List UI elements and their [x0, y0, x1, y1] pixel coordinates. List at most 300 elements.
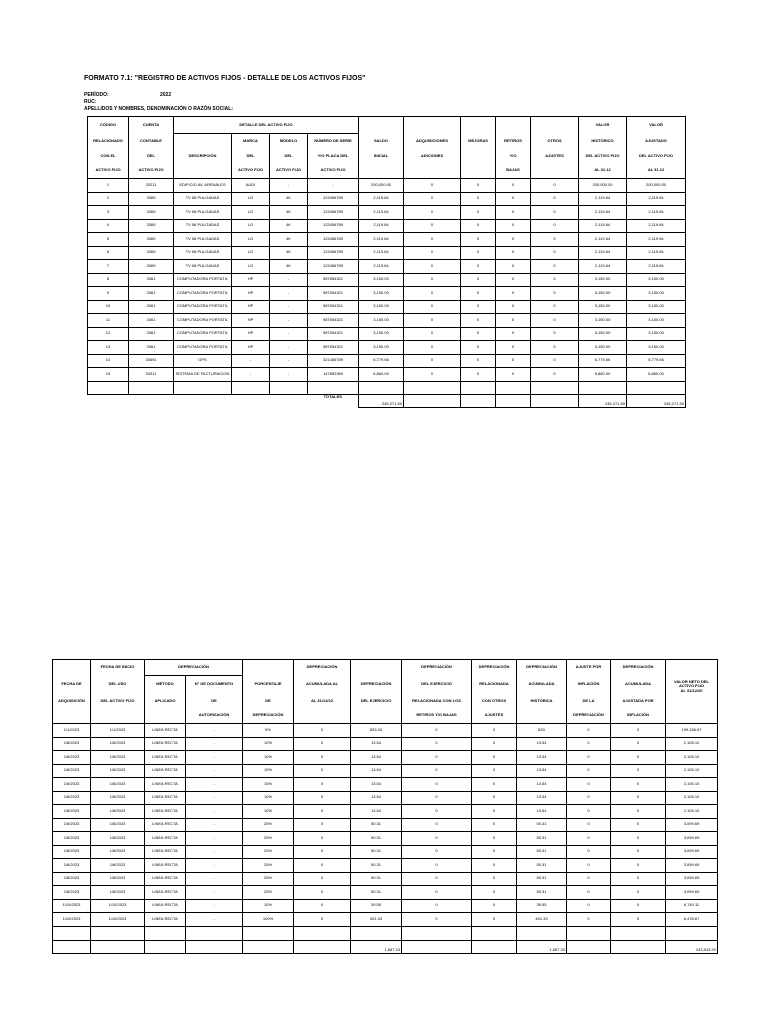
table-cell: 123456789	[308, 260, 359, 274]
table-cell: 3,150.00	[627, 314, 686, 328]
table-row	[88, 192, 686, 206]
table-cell: 14	[88, 354, 129, 368]
table-row	[53, 913, 718, 927]
table-cell: 12	[88, 327, 129, 341]
table-cell: 100%	[243, 913, 294, 927]
table1-header: CÓDIGO CUENTA DETALLE DEL ACTIVO FIJO VALOR VALOR RELACIONADO CONTABLE MARCA MODELO NÚMERO DE SERIE SALDO ADQUISICIONES MEJORAS RETIROS OTROS HISTÓRICO AJUSTADO CON EL DEL DESCRIPCIÓN DEL DEL Y/O PLACA DEL INICIAL ADICIONES Y/O AJUSTES DEL ACTIVO FIJO DEL ACTIVO FIJO ACTIVO FIJO ACTIVO FIJO ACTIVO FIJO ACTIVO FIJO ACTIVO FIJO BAJAS AL 31.12 AL 31.12	[88, 117, 686, 179]
table-cell: 0	[611, 778, 666, 792]
table-cell: 0	[404, 368, 461, 382]
table-cell: 10%	[243, 899, 294, 913]
table-cell: 0	[461, 314, 496, 328]
table-cell: 0	[402, 913, 472, 927]
table-cell: LINEA RECTA	[145, 845, 186, 859]
table-cell: 2,119.64	[627, 246, 686, 260]
table-cell: -	[270, 300, 308, 314]
header-detalle: DETALLE DEL ACTIVO FIJO	[174, 117, 359, 134]
table-cell: -	[270, 327, 308, 341]
table-cell: 0	[496, 327, 531, 341]
table-cell: 25%	[243, 886, 294, 900]
table-cell: 0	[611, 724, 666, 738]
table-row	[53, 859, 718, 873]
table-cell: 987654321	[308, 273, 359, 287]
table-cell: 1/8/2023	[91, 832, 145, 846]
table-cell: 0	[496, 206, 531, 220]
table-cell: 4K	[270, 206, 308, 220]
table-cell: 25%	[243, 872, 294, 886]
table-cell: -	[270, 368, 308, 382]
table2-body	[53, 724, 718, 927]
header-historico: VALOR	[579, 117, 627, 134]
table-cell: COMPUTADORA PORTATIL	[174, 314, 232, 328]
table-row	[88, 273, 686, 287]
table-cell: 0	[531, 260, 579, 274]
total-ejercicio: 1,687.33	[351, 940, 402, 953]
table-cell: 987654321	[308, 341, 359, 355]
table-cell: 3,150.00	[359, 287, 404, 301]
table-cell: 34311	[129, 368, 174, 382]
table-cell: LINEA RECTA	[145, 751, 186, 765]
table-cell: 0	[531, 300, 579, 314]
table-cell: 1/1/2023	[53, 724, 91, 738]
table-row	[53, 724, 718, 738]
table-cell: 0	[404, 233, 461, 247]
header-dep-otros: DEPRECIACIÓN	[472, 660, 517, 676]
table-cell: 10%	[243, 791, 294, 805]
razon-social-label: APELLIDOS Y NOMBRES, DENOMINACIÓN O RAZÓN SOCIAL:	[84, 106, 233, 112]
table-cell: 1/8/2023	[53, 764, 91, 778]
table-cell: 3,099.69	[666, 832, 718, 846]
table-cell: LINEA RECTA	[145, 859, 186, 873]
table-cell: AUDI	[232, 179, 270, 193]
table-cell: HP	[232, 287, 270, 301]
table-cell: 0	[461, 246, 496, 260]
table-cell: 1/8/2023	[91, 886, 145, 900]
table-cell: 2,119.64	[359, 233, 404, 247]
table-cell: 1/8/2023	[53, 791, 91, 805]
table-cell: 8	[88, 273, 129, 287]
table-cell: 3361	[129, 287, 174, 301]
table-cell: 4K	[270, 246, 308, 260]
table-cell: 0	[472, 791, 517, 805]
table-cell: -	[186, 859, 243, 873]
table-cell: 1/8/2023	[53, 751, 91, 765]
table-cell: 123456789	[308, 206, 359, 220]
header-historica: DEPRECIACIÓN	[517, 660, 567, 676]
table-cell: 3,099.69	[666, 859, 718, 873]
table-cell: 0	[567, 764, 611, 778]
table-cell: LINEA RECTA	[145, 724, 186, 738]
table-cell: 3,150.00	[579, 327, 627, 341]
table-cell: HP	[232, 273, 270, 287]
table-cell: LG	[232, 260, 270, 274]
header-fecha-inicio: FECHA DE INICIO	[91, 660, 145, 676]
table-cell: 0	[461, 354, 496, 368]
table-cell: 1/8/2023	[53, 737, 91, 751]
table-cell: 3,099.69	[666, 872, 718, 886]
table-cell: GPS	[174, 354, 232, 368]
table-cell: 1/8/2023	[91, 751, 145, 765]
table-row	[53, 778, 718, 792]
table-cell: 0	[611, 872, 666, 886]
table-cell: 0	[472, 778, 517, 792]
table-cell: 3,150.00	[579, 314, 627, 328]
table-cell: 1/8/2023	[53, 845, 91, 859]
table-cell: 50.31	[517, 872, 567, 886]
table-cell: 4K	[270, 192, 308, 206]
table-cell: -	[270, 314, 308, 328]
table-cell: 25%	[243, 832, 294, 846]
table-cell: 0	[472, 886, 517, 900]
table-cell: 50.31	[351, 845, 402, 859]
table-cell: 0	[402, 791, 472, 805]
table-cell: LINEA RECTA	[145, 913, 186, 927]
table-cell: 10%	[243, 764, 294, 778]
table-row	[88, 246, 686, 260]
table-cell: 0	[402, 764, 472, 778]
table-cell: LINEA RECTA	[145, 899, 186, 913]
table-cell: 2,119.64	[627, 206, 686, 220]
table-row	[88, 368, 686, 382]
table-row	[53, 832, 718, 846]
table-cell: 50.31	[517, 832, 567, 846]
table-cell: 0	[472, 859, 517, 873]
table2-footer	[53, 926, 718, 953]
table-cell: 0	[472, 872, 517, 886]
table-cell: 0	[404, 300, 461, 314]
table-cell: 1/8/2023	[53, 805, 91, 819]
table-cell: 0	[461, 219, 496, 233]
table-cell: 1/8/2023	[53, 872, 91, 886]
table-cell: 3361	[129, 314, 174, 328]
table-cell: 1/1/2023	[91, 724, 145, 738]
table2-header: FECHA DE INICIO DEPRECIACIÓN DEPRECIACIÓN DEPRECIACIÓN DEPRECIACIÓN DEPRECIACIÓN AJUSTE POR DEPRECIACIÓN FECHA DE DEL USO MÉTODO N° DE DOCUMENTO PORCENTAJE ACUMULADA AL DEPRECIACIÓN DEL EJERCICIO RELACIONADA ACUMULADA INFLACIÓN ACUMULADA VALOR NETO DEL ACTIVO FIJO AL 31/12/20 ADQUISICIÓN DEL ACTIVO FIJO APLICADO DE DE AL 31/12/22 DEL EJERCICIO RELACIONADA CON LOS CON OTROS HISTÓRICA DE LA AJUSTADA POR AUTORIZACIÓN DEPRECIACIÓN RETIROS Y/O BAJAS AJUSTES DEPRECIACIÓN INFLACIÓN	[53, 660, 718, 724]
table-cell: 50.31	[351, 832, 402, 846]
table-cell: 0	[567, 899, 611, 913]
table-cell: -	[186, 737, 243, 751]
table-cell: 0	[402, 751, 472, 765]
table-cell: 13.54	[351, 764, 402, 778]
table-cell: 0	[472, 845, 517, 859]
table-cell: 0	[294, 899, 351, 913]
table-cell: 0	[404, 314, 461, 328]
table-cell: 0	[611, 859, 666, 873]
table-cell: 0	[404, 354, 461, 368]
table-cell: 321456789	[308, 354, 359, 368]
table-cell: 3369	[129, 192, 174, 206]
table-cell: 0	[404, 273, 461, 287]
header-acum-inflacion: DEPRECIACIÓN	[611, 660, 666, 676]
table-cell: 0	[531, 273, 579, 287]
table-cell: 4K	[270, 233, 308, 247]
table-cell: 1/8/2023	[53, 859, 91, 873]
table-cell: 0	[404, 327, 461, 341]
table-cell: 13.54	[517, 778, 567, 792]
table-cell: 0	[472, 737, 517, 751]
table-cell: 50.31	[351, 872, 402, 886]
table-row	[53, 818, 718, 832]
table-cell: 1/8/2023	[91, 818, 145, 832]
table-cell: TV 58 PULGADAS	[174, 260, 232, 274]
table-cell: HP	[232, 300, 270, 314]
table-cell: -	[232, 368, 270, 382]
table-row	[88, 219, 686, 233]
header-cuenta: CUENTA	[129, 117, 174, 134]
table-cell: 1/8/2023	[91, 859, 145, 873]
table-cell: 0	[567, 805, 611, 819]
table-cell: 13.54	[517, 791, 567, 805]
table-cell: 5%	[243, 724, 294, 738]
table-cell: 0	[567, 832, 611, 846]
table-cell: 0	[461, 233, 496, 247]
table-cell: 0	[531, 327, 579, 341]
table-cell: TV 58 PULGADAS	[174, 206, 232, 220]
table-cell: 1	[88, 179, 129, 193]
table-cell: 2,105.10	[666, 805, 718, 819]
table-cell: 0	[402, 724, 472, 738]
table-cell: LG	[232, 192, 270, 206]
table-cell: 13	[88, 341, 129, 355]
table-cell: 0	[294, 859, 351, 873]
table-cell: 0	[461, 260, 496, 274]
table-cell: 3369	[129, 260, 174, 274]
table-cell: TV 58 PULGADAS	[174, 219, 232, 233]
table-cell: 2,119.64	[627, 233, 686, 247]
table-cell: 0	[461, 206, 496, 220]
table-cell: 6,478.67	[666, 913, 718, 927]
table-cell: 123456789	[308, 192, 359, 206]
table-cell: 0	[294, 751, 351, 765]
table-cell: 3,150.00	[627, 273, 686, 287]
table-cell: 0	[496, 260, 531, 274]
table-cell: 0	[294, 778, 351, 792]
table-cell: 0	[402, 899, 472, 913]
table-cell: 0	[531, 233, 579, 247]
table-cell: 3,150.00	[579, 273, 627, 287]
table-cell: 0	[461, 287, 496, 301]
table-cell: -	[270, 179, 308, 193]
table-cell: 13.54	[517, 805, 567, 819]
table-row	[88, 300, 686, 314]
table-cell: 0	[404, 206, 461, 220]
header-ajuste-inflacion: AJUSTE POR	[567, 660, 611, 676]
table-cell: 1/8/2023	[53, 818, 91, 832]
table-cell: 0	[531, 341, 579, 355]
table-cell: 0	[611, 737, 666, 751]
table-cell: LINEA RECTA	[145, 886, 186, 900]
table-cell: 1/10/2023	[91, 899, 145, 913]
table-cell: 50.31	[351, 886, 402, 900]
table-cell: 0	[472, 899, 517, 913]
table-cell: 3,099.69	[666, 845, 718, 859]
table-cell: 0	[496, 354, 531, 368]
table-row	[88, 354, 686, 368]
total-ajustado: 245,271.50	[627, 394, 686, 407]
table-cell: 2,105.10	[666, 764, 718, 778]
table-row	[53, 872, 718, 886]
table-cell: LINEA RECTA	[145, 872, 186, 886]
periodo-value: 2022	[160, 92, 172, 98]
table-cell: 0	[461, 300, 496, 314]
table-cell: 200,000.00	[627, 179, 686, 193]
table-cell: 401.33	[517, 913, 567, 927]
header-ajustado: VALOR	[627, 117, 686, 134]
table-cell: 0	[402, 845, 472, 859]
table-cell: 147852369	[308, 368, 359, 382]
table-cell: 1/8/2023	[91, 778, 145, 792]
ruc-label: RUC:	[84, 99, 97, 105]
table-cell: 3	[88, 206, 129, 220]
table-cell: -	[270, 354, 308, 368]
table-cell: 0	[404, 179, 461, 193]
table-cell: -	[186, 872, 243, 886]
table-cell: 0	[461, 368, 496, 382]
table-cell: 0	[496, 368, 531, 382]
table-cell: 39.55	[517, 899, 567, 913]
table-cell: 0	[404, 287, 461, 301]
table-cell: 0	[567, 751, 611, 765]
table-cell: 123456789	[308, 246, 359, 260]
table-cell: 0	[461, 341, 496, 355]
table-cell: 0	[567, 859, 611, 873]
table-cell: 15	[88, 368, 129, 382]
table-cell: 3,150.00	[359, 300, 404, 314]
table-cell: 0	[461, 192, 496, 206]
table-cell: 199,166.67	[666, 724, 718, 738]
table-cell: LG	[232, 206, 270, 220]
table-row	[53, 805, 718, 819]
table-cell: 0	[496, 233, 531, 247]
table-cell: 2,119.64	[359, 260, 404, 274]
total-historica: 1,687.33	[517, 940, 567, 953]
table-cell: 0	[567, 872, 611, 886]
table-cell: 0	[567, 845, 611, 859]
table-cell: 10%	[243, 778, 294, 792]
table-row	[53, 899, 718, 913]
table-row	[88, 260, 686, 274]
table-cell: 33691	[129, 354, 174, 368]
table-cell: 2,105.10	[666, 791, 718, 805]
table-cell: 1/8/2023	[53, 832, 91, 846]
table-cell: 1/8/2023	[91, 764, 145, 778]
table-cell: 2,119.64	[579, 192, 627, 206]
table-cell: 1/10/2023	[91, 913, 145, 927]
table-cell: 50.31	[351, 859, 402, 873]
table-cell: HP	[232, 341, 270, 355]
table-cell: LINEA RECTA	[145, 818, 186, 832]
table-cell: 0	[611, 818, 666, 832]
table-cell: -	[186, 818, 243, 832]
activos-fijos-table	[87, 116, 686, 408]
table-cell: 13.54	[517, 764, 567, 778]
table-cell: 11	[88, 314, 129, 328]
table-cell: 0	[611, 805, 666, 819]
table-cell: 0	[294, 764, 351, 778]
table-cell: 50.31	[517, 818, 567, 832]
table-row	[53, 791, 718, 805]
table-row	[53, 845, 718, 859]
table-cell: 3,150.00	[627, 341, 686, 355]
table-cell: -	[186, 832, 243, 846]
table-row	[88, 314, 686, 328]
table-cell: 2,119.64	[627, 192, 686, 206]
table-cell: 9	[88, 287, 129, 301]
table-cell: 0	[611, 751, 666, 765]
table-cell: 3,150.00	[579, 287, 627, 301]
table-row	[88, 179, 686, 193]
table-cell: 0	[404, 219, 461, 233]
table-cell: 1/10/2023	[53, 913, 91, 927]
table-cell: 0	[611, 764, 666, 778]
table-cell: 0	[404, 260, 461, 274]
total-valor-neto: 243,915.20	[666, 940, 718, 953]
depreciacion-table	[52, 659, 718, 954]
table-cell: 13.54	[517, 737, 567, 751]
table-cell: -	[270, 287, 308, 301]
table-cell: 0	[496, 246, 531, 260]
table-cell: 0	[531, 192, 579, 206]
table-cell: 2,119.64	[627, 260, 686, 274]
table-cell: 0	[402, 778, 472, 792]
table-cell: COMPUTADORA PORTATIL	[174, 327, 232, 341]
table-cell: 0	[294, 818, 351, 832]
table-cell: COMPUTADORA PORTATIL	[174, 273, 232, 287]
table-cell: 3361	[129, 300, 174, 314]
table-cell: 3,150.00	[359, 273, 404, 287]
table-cell: 0	[531, 219, 579, 233]
table-cell: 833.33	[351, 724, 402, 738]
table-cell: 0	[531, 368, 579, 382]
table-cell: 0	[404, 192, 461, 206]
table-cell: 3,099.69	[666, 818, 718, 832]
table-cell: 13.54	[351, 737, 402, 751]
table-cell: EDIFICIO AV. ARENALES	[174, 179, 232, 193]
table-cell: COMPUTADORA PORTATIL	[174, 300, 232, 314]
table-cell: 10	[88, 300, 129, 314]
table-cell: 0	[496, 341, 531, 355]
table-cell: 0	[294, 913, 351, 927]
table-cell: 0	[402, 737, 472, 751]
table-cell: 0	[496, 219, 531, 233]
table-cell: 987654321	[308, 327, 359, 341]
table-cell: 200,000.00	[579, 179, 627, 193]
table-cell: 4	[88, 219, 129, 233]
table-cell: LINEA RECTA	[145, 805, 186, 819]
table-cell: 0	[496, 179, 531, 193]
table-cell: 0	[611, 791, 666, 805]
table-cell: 3361	[129, 341, 174, 355]
table-cell: 0	[461, 179, 496, 193]
table-cell: 1/8/2023	[53, 778, 91, 792]
table-row	[88, 233, 686, 247]
table-cell: 0	[294, 737, 351, 751]
table-cell: TV 58 PULGADAS	[174, 246, 232, 260]
table-cell: -	[186, 845, 243, 859]
table-cell: 200,000.00	[359, 179, 404, 193]
table-cell: 0	[531, 246, 579, 260]
table-cell: 0	[402, 872, 472, 886]
table-row	[53, 886, 718, 900]
table-cell: 6,779.66	[359, 354, 404, 368]
table-cell: -	[308, 179, 359, 193]
table-cell: 0	[294, 805, 351, 819]
table-cell: 2,119.64	[579, 260, 627, 274]
table-cell: 10%	[243, 751, 294, 765]
table-cell: 6	[88, 246, 129, 260]
table-cell: 0	[567, 818, 611, 832]
table-cell: 0	[567, 724, 611, 738]
table-cell: 0	[472, 724, 517, 738]
table-cell: 33211	[129, 179, 174, 193]
